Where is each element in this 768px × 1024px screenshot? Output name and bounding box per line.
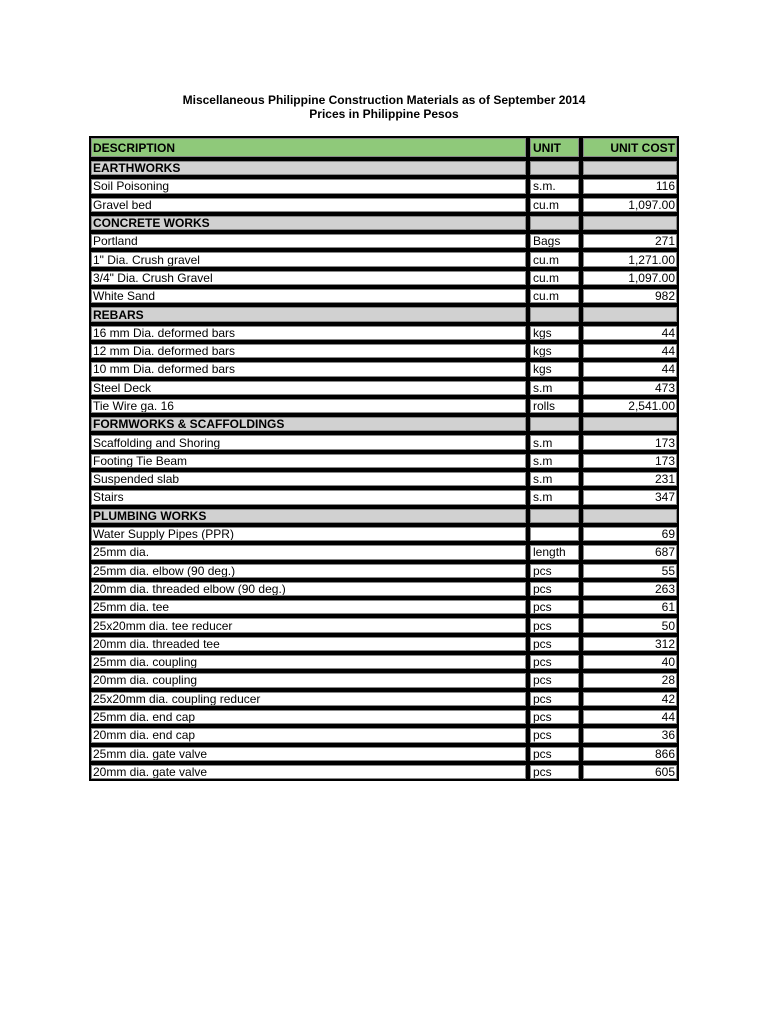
unit-cell: length [528, 543, 581, 561]
table-row [89, 671, 679, 689]
description-cell: Footing Tie Beam [89, 452, 528, 470]
description-cell: Tie Wire ga. 16 [89, 397, 528, 415]
unit-cost-cell: 28 [581, 671, 679, 689]
unit-cost-cell [581, 415, 679, 433]
description-cell: Soil Poisoning [89, 177, 528, 195]
description-cell: 25x20mm dia. coupling reducer [89, 690, 528, 708]
unit-cost-cell [581, 159, 679, 177]
unit-cell: rolls [528, 397, 581, 415]
table-row [89, 452, 679, 470]
table-row [89, 342, 679, 360]
description-cell: 20mm dia. coupling [89, 671, 528, 689]
unit-cost-cell: 1,097.00 [581, 196, 679, 214]
header-unit-cost: UNIT COST [581, 136, 679, 159]
section-row [89, 507, 679, 525]
unit-cell: cu.m [528, 250, 581, 268]
table-row [89, 196, 679, 214]
unit-cost-cell: 263 [581, 580, 679, 598]
table-row [89, 598, 679, 616]
unit-cost-cell: 347 [581, 488, 679, 506]
description-cell: 1" Dia. Crush gravel [89, 250, 528, 268]
unit-cell: kgs [528, 360, 581, 378]
unit-cost-cell: 1,097.00 [581, 269, 679, 287]
description-cell: PLUMBING WORKS [89, 507, 528, 525]
description-cell: Portland [89, 232, 528, 250]
unit-cost-cell: 69 [581, 525, 679, 543]
description-cell: 25mm dia. end cap [89, 708, 528, 726]
table-row [89, 287, 679, 305]
table-header-row [89, 136, 679, 159]
description-cell: 25mm dia. elbow (90 deg.) [89, 562, 528, 580]
unit-cost-cell [581, 214, 679, 232]
description-cell: 10 mm Dia. deformed bars [89, 360, 528, 378]
title-line-1: Miscellaneous Philippine Construction Materials as of September 2014 [182, 93, 586, 107]
description-cell: Stairs [89, 488, 528, 506]
section-row [89, 305, 679, 323]
table-row [89, 360, 679, 378]
unit-cost-cell: 2,541.00 [581, 397, 679, 415]
unit-cost-cell: 1,271.00 [581, 250, 679, 268]
table-row [89, 708, 679, 726]
unit-cell: kgs [528, 342, 581, 360]
unit-cost-cell: 40 [581, 653, 679, 671]
document-title [0, 93, 768, 121]
unit-cell: pcs [528, 616, 581, 634]
unit-cost-cell: 173 [581, 433, 679, 451]
table-row [89, 616, 679, 634]
header-unit: UNIT [528, 136, 581, 159]
header-description: DESCRIPTION [89, 136, 528, 159]
unit-cost-cell: 44 [581, 342, 679, 360]
unit-cell [528, 415, 581, 433]
unit-cell [528, 525, 581, 543]
description-cell: Scaffolding and Shoring [89, 433, 528, 451]
unit-cost-cell: 44 [581, 360, 679, 378]
unit-cost-cell: 55 [581, 562, 679, 580]
unit-cost-cell: 50 [581, 616, 679, 634]
table-body [89, 159, 679, 781]
unit-cost-cell: 982 [581, 287, 679, 305]
table-row [89, 635, 679, 653]
table-row [89, 525, 679, 543]
description-cell: 25x20mm dia. tee reducer [89, 616, 528, 634]
unit-cell: pcs [528, 653, 581, 671]
description-cell: FORMWORKS & SCAFFOLDINGS [89, 415, 528, 433]
table-row [89, 269, 679, 287]
unit-cost-cell: 312 [581, 635, 679, 653]
description-cell: Gravel bed [89, 196, 528, 214]
table-row [89, 232, 679, 250]
unit-cost-cell: 271 [581, 232, 679, 250]
unit-cell: pcs [528, 671, 581, 689]
description-cell: EARTHWORKS [89, 159, 528, 177]
unit-cell: s.m [528, 470, 581, 488]
unit-cell: pcs [528, 580, 581, 598]
table-row [89, 397, 679, 415]
unit-cost-cell: 473 [581, 379, 679, 397]
table-row [89, 470, 679, 488]
unit-cell [528, 507, 581, 525]
unit-cell: pcs [528, 635, 581, 653]
table-row [89, 543, 679, 561]
unit-cell: cu.m [528, 287, 581, 305]
unit-cell: pcs [528, 690, 581, 708]
table-row [89, 379, 679, 397]
unit-cost-cell: 44 [581, 708, 679, 726]
description-cell: 25mm dia. coupling [89, 653, 528, 671]
unit-cell: cu.m [528, 269, 581, 287]
section-row [89, 214, 679, 232]
unit-cell: pcs [528, 745, 581, 763]
unit-cost-cell: 173 [581, 452, 679, 470]
unit-cell: pcs [528, 562, 581, 580]
unit-cost-cell: 866 [581, 745, 679, 763]
unit-cost-cell: 687 [581, 543, 679, 561]
table-row [89, 580, 679, 598]
description-cell: Suspended slab [89, 470, 528, 488]
table-row [89, 653, 679, 671]
table-row [89, 690, 679, 708]
section-row [89, 159, 679, 177]
unit-cell: cu.m [528, 196, 581, 214]
unit-cost-cell: 44 [581, 324, 679, 342]
section-row [89, 415, 679, 433]
table-row [89, 726, 679, 744]
unit-cell: pcs [528, 598, 581, 616]
unit-cell: pcs [528, 708, 581, 726]
unit-cell [528, 214, 581, 232]
unit-cell: s.m [528, 433, 581, 451]
unit-cost-cell: 61 [581, 598, 679, 616]
unit-cell: Bags [528, 232, 581, 250]
unit-cost-cell [581, 305, 679, 323]
price-table [89, 136, 679, 781]
unit-cost-cell: 231 [581, 470, 679, 488]
description-cell: Water Supply Pipes (PPR) [89, 525, 528, 543]
description-cell: CONCRETE WORKS [89, 214, 528, 232]
description-cell: 20mm dia. threaded tee [89, 635, 528, 653]
title-line-2: Prices in Philippine Pesos [309, 107, 459, 121]
table-row [89, 177, 679, 195]
table-row [89, 745, 679, 763]
unit-cost-cell: 116 [581, 177, 679, 195]
unit-cell: s.m [528, 452, 581, 470]
table-row [89, 324, 679, 342]
description-cell: 16 mm Dia. deformed bars [89, 324, 528, 342]
unit-cost-cell [581, 507, 679, 525]
unit-cell: kgs [528, 324, 581, 342]
description-cell: 20mm dia. end cap [89, 726, 528, 744]
description-cell: REBARS [89, 305, 528, 323]
description-cell: 20mm dia. gate valve [89, 763, 528, 781]
unit-cell: s.m [528, 379, 581, 397]
unit-cell: pcs [528, 726, 581, 744]
description-cell: 20mm dia. threaded elbow (90 deg.) [89, 580, 528, 598]
description-cell: 12 mm Dia. deformed bars [89, 342, 528, 360]
table-row [89, 433, 679, 451]
unit-cell: s.m. [528, 177, 581, 195]
unit-cell: pcs [528, 763, 581, 781]
description-cell: 25mm dia. tee [89, 598, 528, 616]
table-row [89, 488, 679, 506]
unit-cell: s.m [528, 488, 581, 506]
description-cell: 25mm dia. gate valve [89, 745, 528, 763]
table-row [89, 763, 679, 781]
unit-cost-cell: 605 [581, 763, 679, 781]
unit-cost-cell: 36 [581, 726, 679, 744]
description-cell: Steel Deck [89, 379, 528, 397]
unit-cell [528, 305, 581, 323]
description-cell: 25mm dia. [89, 543, 528, 561]
table-row [89, 250, 679, 268]
unit-cost-cell: 42 [581, 690, 679, 708]
unit-cell [528, 159, 581, 177]
description-cell: White Sand [89, 287, 528, 305]
description-cell: 3/4" Dia. Crush Gravel [89, 269, 528, 287]
table-row [89, 562, 679, 580]
